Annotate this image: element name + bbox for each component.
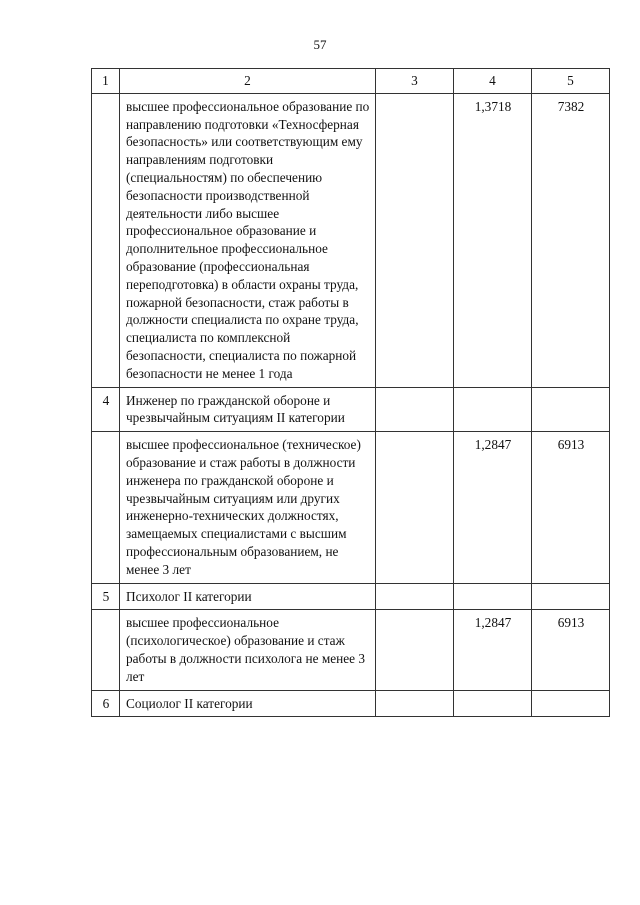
column-3-cell: [376, 583, 454, 610]
table-row: [92, 93, 610, 387]
table-row: [92, 690, 610, 717]
column-header-5: 5: [532, 69, 610, 94]
coefficient-cell: [454, 387, 532, 432]
amount-cell: 7382: [532, 93, 610, 387]
coefficient-cell: [454, 583, 532, 610]
qualification-table: [91, 68, 610, 717]
table-row: [92, 583, 610, 610]
column-3-cell: [376, 690, 454, 717]
row-number: [92, 93, 120, 387]
row-number: 6: [92, 690, 120, 717]
column-header-3: 3: [376, 69, 454, 94]
position-title: Социолог II категории: [120, 690, 376, 717]
coefficient-cell: [454, 690, 532, 717]
table-row: [92, 610, 610, 690]
position-title: Психолог II категории: [120, 583, 376, 610]
amount-cell: [532, 583, 610, 610]
column-3-cell: [376, 387, 454, 432]
row-number: [92, 610, 120, 690]
column-header-2: 2: [120, 69, 376, 94]
amount-cell: 6913: [532, 610, 610, 690]
column-header-1: 1: [92, 69, 120, 94]
row-number: 4: [92, 387, 120, 432]
amount-cell: [532, 690, 610, 717]
page-number: 57: [313, 37, 327, 52]
row-number: 5: [92, 583, 120, 610]
coefficient-cell: 1,2847: [454, 432, 532, 583]
amount-cell: [532, 387, 610, 432]
qualification-requirements: высшее профессиональное (психологическое) образование и стаж работы в должности психолога не менее 3 лет: [120, 610, 376, 690]
row-number: [92, 432, 120, 583]
table-row: [92, 432, 610, 583]
qualification-requirements: высшее профессиональное образование по направлению подготовки «Техносферная безопасность» или соответствующим ему направлениям подготовки (специальностям) по обеспечению безопасности производственной деятельности либо высшее профессиональное образование и дополнительное профессиональное образование (профессиональная переподготовка) в области охраны труда, пожарной безопасности, стаж работы в должности специалиста по охране труда, специалиста по комплексной безопасности, специалиста по пожарной безопасности не менее 1 года: [120, 93, 376, 387]
column-3-cell: [376, 610, 454, 690]
column-3-cell: [376, 93, 454, 387]
column-3-cell: [376, 432, 454, 583]
qualification-requirements: высшее профессиональное (техническое) образование и стаж работы в должности инженера по гражданской обороне и чрезвычайным ситуациям или других инженерно-технических должностях, замещаемых специалистами с высшим профессиональным образованием, не менее 3 лет: [120, 432, 376, 583]
header-row: [92, 69, 610, 94]
amount-cell: 6913: [532, 432, 610, 583]
coefficient-cell: 1,2847: [454, 610, 532, 690]
column-header-4: 4: [454, 69, 532, 94]
position-title: Инженер по гражданской обороне и чрезвычайным ситуациям II категории: [120, 387, 376, 432]
table-row: [92, 387, 610, 432]
coefficient-cell: 1,3718: [454, 93, 532, 387]
